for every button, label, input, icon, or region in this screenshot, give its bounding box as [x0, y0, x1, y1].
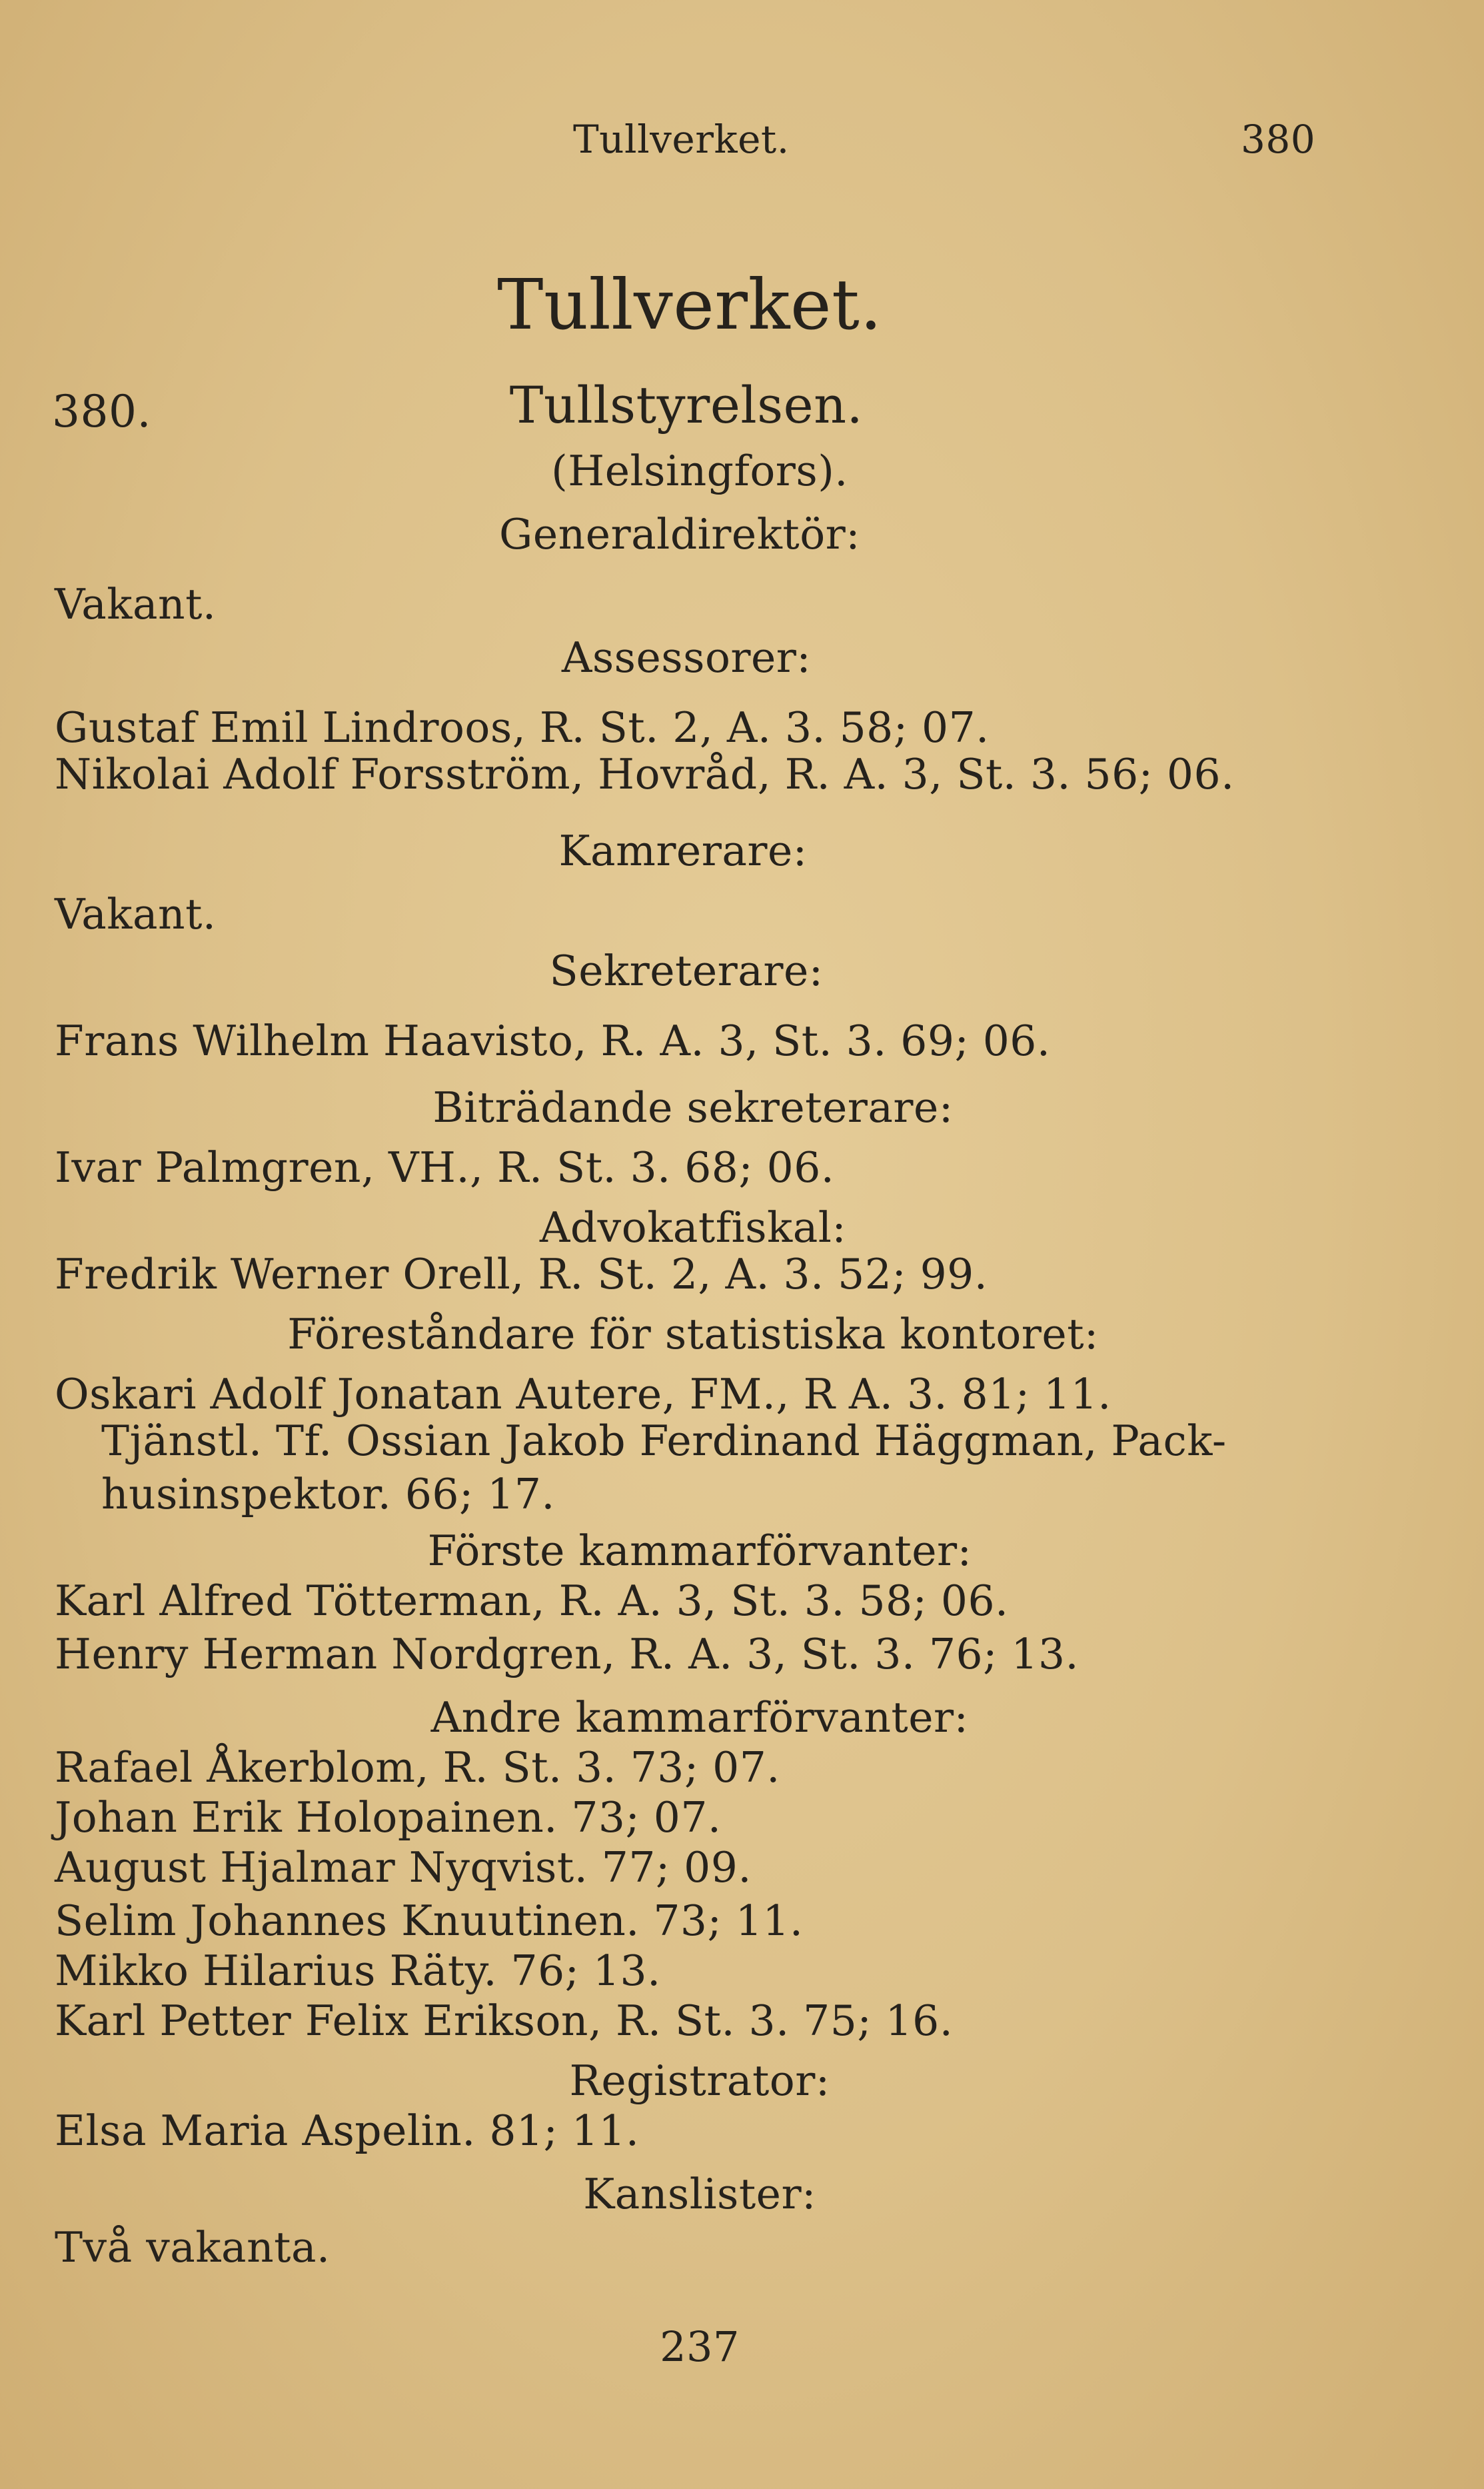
section-heading: Registrator:: [569, 2056, 830, 2105]
entry-line: Frans Wilhelm Haavisto, R. A. 3, St. 3. 69; 06.: [55, 1017, 1051, 1065]
entry-line: Tjänstl. Tf. Ossian Jakob Ferdinand Häggman, Pack-: [101, 1416, 1227, 1465]
entry-line: Selim Johannes Knuutinen. 73; 11.: [55, 1896, 804, 1945]
entry-line: Karl Petter Felix Erikson, R. St. 3. 75; 16.: [55, 1996, 954, 2045]
section-heading: Generaldirektör:: [499, 510, 860, 559]
section-number: 380.: [52, 386, 151, 437]
entry-line: Vakant.: [55, 890, 217, 939]
entry-line: Karl Alfred Tötterman, R. A. 3, St. 3. 58; 06.: [55, 1576, 1009, 1625]
board-location: (Helsingfors).: [551, 447, 848, 495]
entry-line: Johan Erik Holopainen. 73; 07.: [55, 1793, 722, 1842]
running-header-number: 380: [1241, 117, 1316, 162]
section-heading: Advokatfiskal:: [539, 1203, 847, 1252]
entry-line: Henry Herman Nordgren, R. A. 3, St. 3. 76; 13.: [55, 1630, 1080, 1678]
entry-line: Ivar Palmgren, VH., R. St. 3. 68; 06.: [55, 1143, 835, 1192]
board-title: Tullstyrelsen.: [509, 375, 864, 435]
running-header-title: Tullverket.: [573, 117, 790, 162]
entry-line: Nikolai Adolf Forsström, Hovråd, R. A. 3, St. 3. 56; 06.: [55, 750, 1235, 799]
entry-line: Gustaf Emil Lindroos, R. St. 2, A. 3. 58; 07.: [55, 703, 990, 752]
main-title: Tullverket.: [497, 264, 882, 345]
entry-line: Rafael Åkerblom, R. St. 3. 73; 07.: [55, 1743, 780, 1792]
section-heading: Biträdande sekreterare:: [432, 1083, 954, 1132]
section-heading: Sekreterare:: [549, 947, 824, 995]
section-heading: Förste kammarförvanter:: [427, 1526, 972, 1575]
entry-line: Oskari Adolf Jonatan Autere, FM., R A. 3. 81; 11.: [55, 1370, 1112, 1418]
entry-line: Två vakanta.: [55, 2223, 331, 2272]
entry-line: Mikko Hilarius Räty. 76; 13.: [55, 1946, 661, 1995]
page-number: 237: [660, 2322, 740, 2371]
section-heading: Kamrerare:: [558, 827, 808, 875]
section-heading: Kanslister:: [583, 2170, 816, 2218]
section-heading: Andre kammarförvanter:: [430, 1693, 969, 1742]
section-heading: Föreståndare för statistiska kontoret:: [287, 1310, 1099, 1358]
entry-line: August Hjalmar Nyqvist. 77; 09.: [55, 1843, 752, 1892]
entry-line: Fredrik Werner Orell, R. St. 2, A. 3. 52; 99.: [55, 1250, 988, 1298]
section-heading: Assessorer:: [561, 633, 812, 682]
entry-line: Elsa Maria Aspelin. 81; 11.: [55, 2106, 640, 2155]
entry-line: Vakant.: [55, 580, 217, 629]
entry-line: husinspektor. 66; 17.: [101, 1470, 555, 1518]
